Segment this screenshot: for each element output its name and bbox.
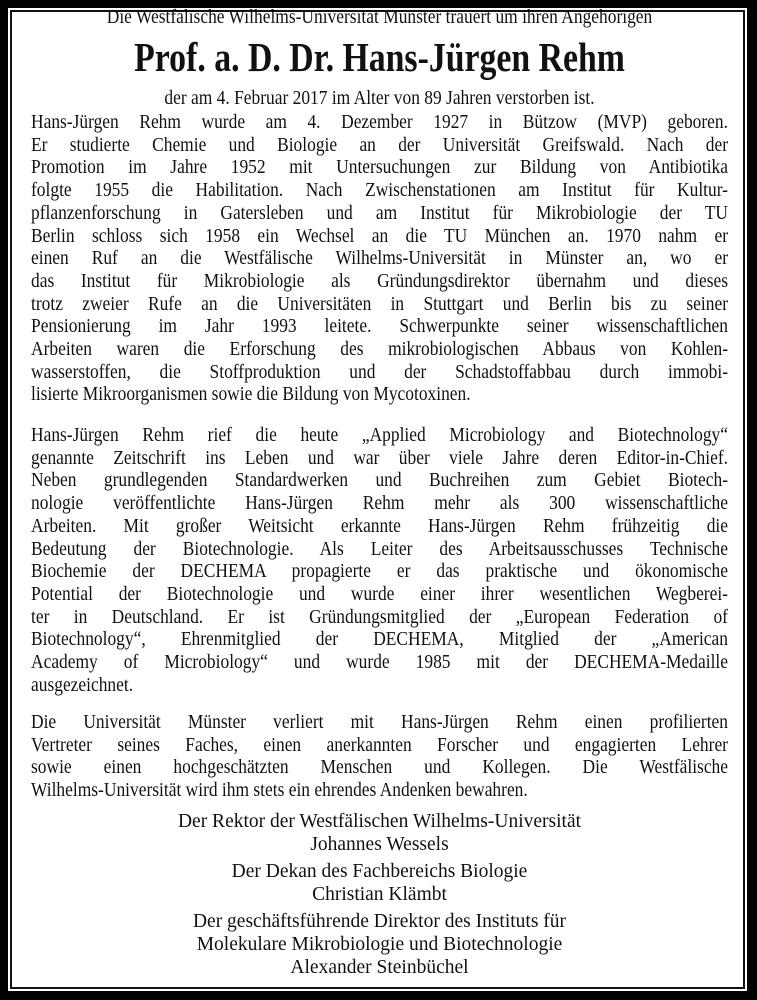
deceased-name-title: Prof. a. D. Dr. Hans-Jürgen Rehm [134,34,625,80]
body-line: pflanzenforschung in Gatersleben und am Institut für Mikrobiologie der TU [31,201,728,224]
body-line: Berlin schloss sich 1958 ein Wechsel an die TU München an. 1970 nahm er [31,224,728,247]
body-line: Potential der Biotechnologie und wurde einer ihrer wesentlichen Wegberei- [31,582,728,605]
body-line: sowie einen hochgeschätzten Menschen und Kollegen. Die Westfälische [31,756,728,779]
body-line: Vertreter seines Faches, einen anerkannten Forscher und engagierten Lehrer [31,733,728,756]
signature-name-rector: Johannes Wessels [310,834,449,855]
header-line: Die Westfälische Wilhelms-Universität Münster trauert um ihren Angehörigen [106,6,653,28]
body-line: das Institut für Mikrobiologie als Gründungsdirektor übernahm und dieses [31,269,728,292]
body-line: Hans-Jürgen Rehm rief die heute „Applied Microbiology and Biotechnology“ [31,424,728,446]
body-line: Hans-Jürgen Rehm wurde am 4. Dezember 1927 in Bützow (MVP) geboren. [31,111,728,133]
body-line: trotz zweier Rufe an die Universitäten in Stuttgart und Berlin bis zu seiner [31,292,728,315]
body-line: Biochemie der DECHEMA propagierte er das praktische und ökonomische [31,560,728,583]
body-line: Er studierte Chemie und Biologie an der Universität Greifswald. Nach der [31,133,728,156]
body-line: Wilhelms-Universität wird ihm stets ein ehrendes Andenken bewahren. [31,779,528,802]
body-line: Promotion im Jahre 1952 mit Untersuchungen zur Bildung von Antibiotika [31,156,728,179]
body-line: Arbeiten. Mit großer Weitsicht erkannte Hans-Jürgen Rehm frühzeitig die [31,514,728,537]
signature-role-director-line1: Der geschäftsführende Direktor des Instituts für [192,911,567,932]
signature-role-director-line2: Molekulare Mikrobiologie und Biotechnologie [196,934,563,955]
body-line: Biotechnology“, Ehrenmitglied der DECHEMA, Mitglied der „American [31,628,728,651]
body-line: Pensionierung im Jahr 1993 leitete. Schwerpunkte seiner wissenschaftlichen [31,315,728,338]
body-line: wasserstoffen, die Stoffproduktion und der Schadstoffabbau durch immobi- [31,360,728,383]
body-line: Academy of Microbiology“ und wurde 1985 mit der DECHEMA-Medaille [31,651,728,673]
signature-name-director: Alexander Steinbüchel [290,957,469,978]
signature-role-dean: Der Dekan des Fachbereichs Biologie [231,861,528,882]
body-line: Neben grundlegenden Standardwerken und Buchreihen zum Gebiet Biotech- [31,469,728,492]
body-line: Die Universität Münster verliert mit Hans-Jürgen Rehm einen profilierten [31,711,728,733]
body-line: lisierte Mikroorganismen sowie die Bildung von Mycotoxinen. [31,383,471,406]
body-line: Bedeutung der Biotechnologie. Als Leiter des Arbeitsausschusses Technische [31,537,728,560]
death-date-line: der am 4. Februar 2017 im Alter von 89 Jahren verstorben ist. [164,87,595,109]
body-line: folgte 1955 die Habilitation. Nach Zwischenstationen am Institut für Kultur- [31,179,728,202]
body-line: Arbeiten waren die Erforschung des mikrobiologischen Abbaus von Kohlen- [31,338,728,360]
signature-role-rector: Der Rektor der Westfälischen Wilhelms-Universität [177,811,582,832]
body-line: einen Ruf an die Westfälische Wilhelms-Universität in Münster an, wo er [31,247,728,270]
body-line: nologie veröffentlichte Hans-Jürgen Rehm mehr als 300 wissenschaftliche [31,492,728,515]
body-line: ausgezeichnet. [31,673,134,696]
signature-name-dean: Christian Klämbt [312,884,447,905]
body-line: genannte Zeitschrift ins Leben und war über viele Jahre deren Editor-in-Chief. [31,446,728,469]
body-line: ter in Deutschland. Er ist Gründungsmitglied der „European Federation of [31,605,728,628]
